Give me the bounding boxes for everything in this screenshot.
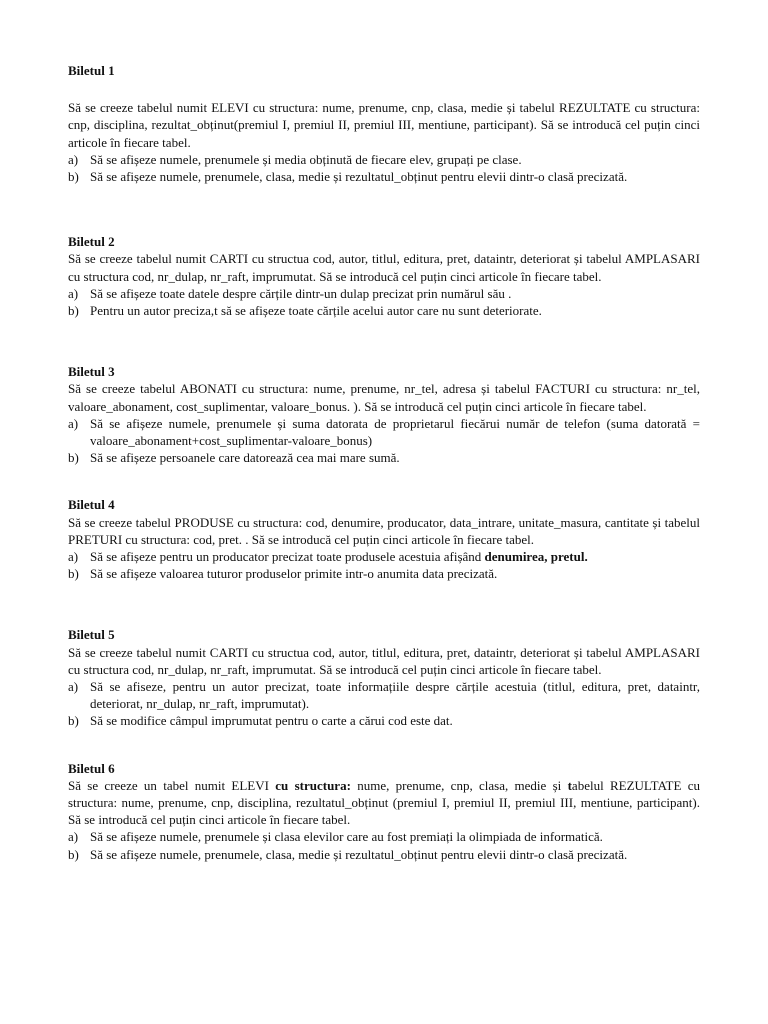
list-item [68, 712, 700, 729]
ticket-title: Biletul 4 [68, 497, 115, 513]
list-item [68, 548, 700, 565]
list-item [68, 285, 700, 302]
ticket-4 [68, 496, 700, 582]
ticket-3 [68, 363, 700, 466]
body-bold: cu structura: [275, 777, 351, 793]
ticket-body: Să se creeze tabelul PRODUSE cu structura: cod, denumire, producator, data_intrare, unitate_masura, cantitate și tabelul PRETURI cu structura: cod, pret. . Să se introducă cel puțin cinci articole în fiecare tabel. [68, 514, 700, 547]
ticket-body [68, 777, 700, 829]
list-item [68, 151, 700, 168]
ticket-body: Să se creeze tabelul numit CARTI cu structua cod, autor, titlul, editura, pret, dataintr, deteriorat și tabelul AMPLASARI cu structura cod, nr_dulap, nr_raft, imprumutat. Să se introducă cel puțin cinci articole în fiecare tabel. [68, 251, 700, 284]
list-item [68, 302, 700, 319]
ticket-body: Să se creeze tabelul numit ELEVI cu structura: nume, prenume, cnp, clasa, medie și tabelul REZULTATE cu structura: cnp, disciplina, rezultat_obținut(premiul I, premiul II, premiul III, mentiune, participant). Să se introducă cel puțin cinci articole în fiecare tabel. [68, 100, 700, 150]
list-item [68, 168, 700, 185]
item-text: Să se afișeze numele, prenumele, clasa, medie și rezultatul_obținut pentru elevii dintr-o clasă precizată. [90, 846, 628, 862]
item-label: b) [68, 303, 79, 318]
item-text: Să se afișeze numele, prenumele, clasa, medie și rezultatul_obținut pentru elevii dintr-o clasă precizată. [90, 169, 628, 184]
body-bold: t [567, 777, 572, 793]
item-text: Să se modifice câmpul imprumutat pentru o carte a cărui cod este dat. [90, 713, 453, 729]
ticket-body: Să se creeze tabelul ABONATI cu structura: nume, prenume, nr_tel, adresa și tabelul FACTURI cu structura: nr_tel, valoare_abonament, cost_suplimentar, valoare_bonus. ). Să se introducă cel puțin cinci articole în fiecare tabel. [68, 381, 700, 414]
ticket-1 [68, 62, 700, 185]
list-item [68, 846, 700, 863]
ticket-6 [68, 760, 700, 863]
item-text-bold: denumirea, pretul. [484, 549, 588, 564]
item-text: Să se afișeze numele, prenumele și suma datorata de proprietarul fiecărui număr de telefon (suma datorată = valoare_abonament+cost_suplimentar-valoare_bonus) [90, 415, 700, 448]
item-label: a) [68, 549, 79, 564]
item-text: Pentru un autor preciza,t să se afișeze toate cărțile acelui autor care nu sunt deteriorate. [90, 303, 542, 318]
item-label: a) [68, 151, 79, 167]
body-text: Să se creeze un tabel numit ELEVI [68, 777, 276, 793]
item-label: a) [68, 829, 79, 845]
item-label: b) [68, 846, 79, 862]
item-label: a) [68, 415, 79, 431]
item-text: Să se afișeze toate datele despre cărțile dintr-un dulap precizat prin numărul său . [90, 285, 512, 301]
ticket-title: Biletul 3 [68, 364, 115, 380]
item-label: a) [68, 285, 79, 301]
item-text: Să se afișeze persoanele care datorează cea mai mare sumă. [90, 450, 400, 466]
list-item [68, 449, 700, 466]
ticket-2 [68, 233, 700, 319]
item-text: Să se afiseze, pentru un autor precizat, toate informațiile despre cărțile acestuia (titlul, editura, pret, dataintr, deteriorat, nr_dulap, nr_raft, imprumutat). [90, 679, 700, 712]
ticket-5 [68, 626, 700, 729]
body-text: nume, prenume, cnp, clasa, medie și [350, 777, 568, 793]
body-text: abelul REZULTATE cu structura: nume, prenume, cnp, disciplina, rezultatul_obținut (premiul I, premiul II, premiul III, mentiune, participant). Să se introducă cel puțin cinci articole în fiecare tabel. [68, 777, 700, 828]
ticket-title: Biletul 2 [68, 234, 115, 250]
document-page [68, 62, 700, 863]
ticket-body: Să se creeze tabelul numit CARTI cu structua cod, autor, titlul, editura, pret, dataintr, deteriorat și tabelul AMPLASARI cu structura cod, nr_dulap, nr_raft, imprumutat. Să se introducă cel puțin cinci articole în fiecare tabel. [68, 644, 700, 677]
item-text: Să se afișeze valoarea tuturor produselor primite intr-o anumita data precizată. [90, 566, 498, 582]
list-item [68, 415, 700, 449]
item-text-plain: Să se afișeze pentru un producator precizat toate produsele acestuia afișând [90, 549, 485, 564]
item-label: b) [68, 169, 79, 184]
ticket-title: Biletul 1 [68, 63, 115, 78]
ticket-title: Biletul 6 [68, 760, 115, 776]
item-label: b) [68, 450, 79, 466]
item-label: b) [68, 713, 79, 729]
list-item [68, 678, 700, 712]
item-label: a) [68, 679, 79, 694]
item-text [90, 548, 700, 565]
item-text: Să se afișeze numele, prenumele și media obținută de fiecare elev, grupați pe clase. [90, 151, 522, 167]
item-label: b) [68, 566, 79, 582]
ticket-title: Biletul 5 [68, 627, 115, 643]
item-text: Să se afișeze numele, prenumele și clasa elevilor care au fost premiați la olimpiada de informatică. [90, 829, 603, 845]
list-item [68, 565, 700, 582]
list-item [68, 828, 700, 845]
